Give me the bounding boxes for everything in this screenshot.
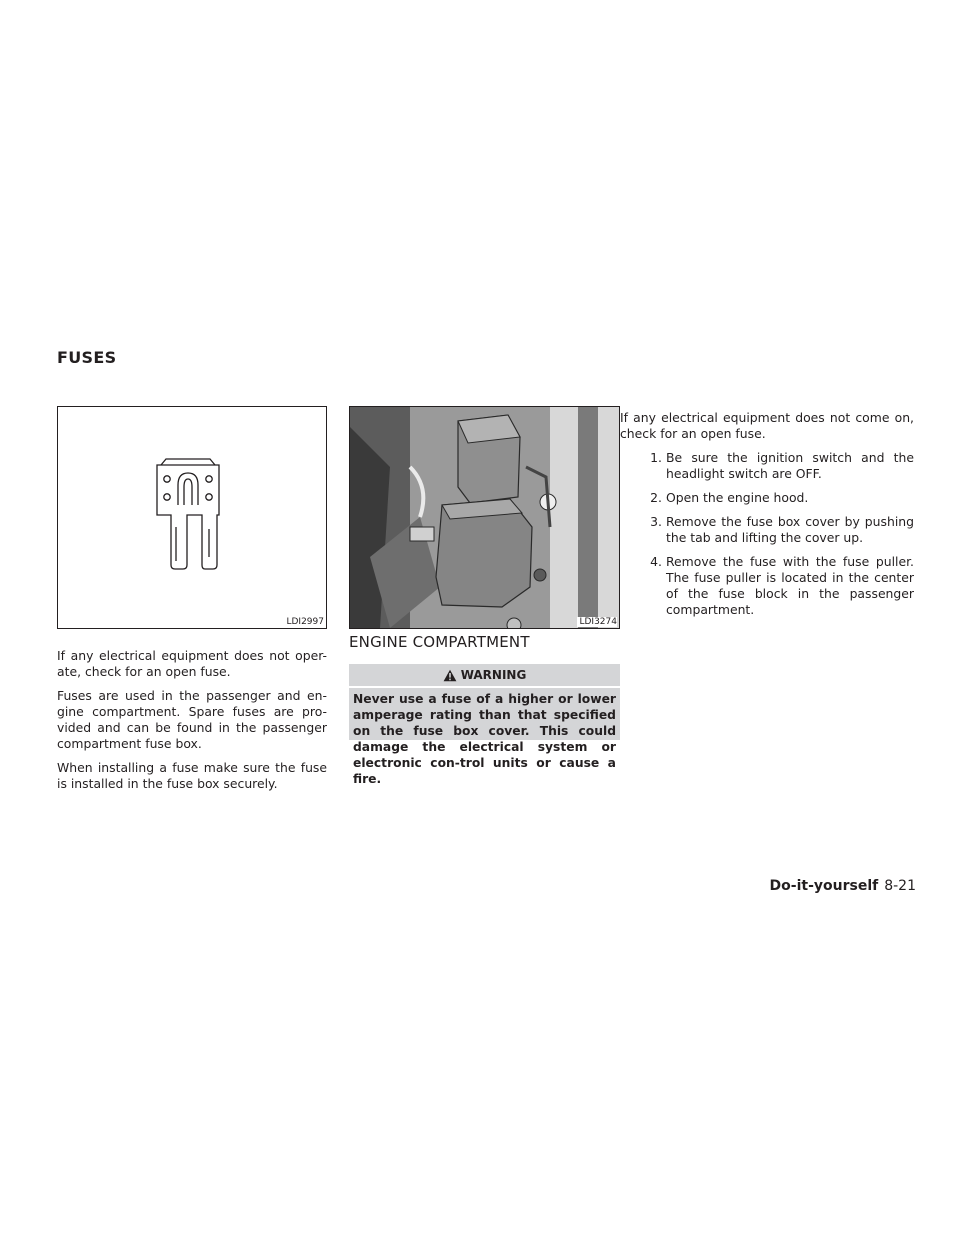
step-text: Remove the fuse box cover by pushing the tab and lifting the cover up. <box>666 514 914 545</box>
list-item <box>620 490 914 506</box>
step-number: 2. <box>650 490 662 505</box>
page-footer <box>770 878 916 894</box>
engine-compartment-photo <box>349 406 620 629</box>
warning-title: WARNING <box>460 668 527 682</box>
fuse-illustration <box>57 406 327 629</box>
step-number: 4. <box>650 554 662 569</box>
paragraph: If any electrical equipment does not come on, check for an open fuse. <box>620 410 914 441</box>
warning-triangle-icon <box>443 669 457 682</box>
step-number: 1. <box>650 450 662 465</box>
engine-fuse-box-drawing <box>350 407 619 628</box>
list-item <box>620 554 914 618</box>
fuse-drawing <box>58 407 326 628</box>
warning-text: Never use a fuse of a higher or lower amperage rating than that specified on the fuse box cover. This could damage the electrical system or electronic con-trol units or cause a fire. <box>353 692 616 786</box>
warning-header <box>349 664 620 686</box>
list-item <box>620 514 914 546</box>
paragraph: When installing a fuse make sure the fuse is installed in the fuse box securely. <box>57 760 327 791</box>
section-title: FUSES <box>57 348 117 367</box>
column-3 <box>620 410 914 626</box>
warning-box <box>349 664 620 786</box>
paragraph: If any electrical equipment does not oper-ate, check for an open fuse. <box>57 648 327 679</box>
figure-code: LDI3274 <box>579 617 617 627</box>
step-text: Open the engine hood. <box>666 490 809 505</box>
paragraph: Fuses are used in the passenger and en-gine compartment. Spare fuses are pro-vided and can be found in the passenger compartment fuse box. <box>57 688 327 751</box>
figure-code: LDI2997 <box>286 617 324 627</box>
chapter-name: Do-it-yourself <box>769 878 879 894</box>
page-number: 8-21 <box>884 878 916 894</box>
step-text: Be sure the ignition switch and the headlight switch are OFF. <box>666 450 914 481</box>
column-1 <box>57 648 327 800</box>
subheading-engine-compartment: ENGINE COMPARTMENT <box>349 633 530 651</box>
list-item <box>620 450 914 482</box>
step-number: 3. <box>650 514 662 529</box>
step-text: Remove the fuse with the fuse puller. The fuse puller is located in the center of the fuse block in the passenger compartment. <box>666 554 914 617</box>
steps-list <box>620 450 914 618</box>
